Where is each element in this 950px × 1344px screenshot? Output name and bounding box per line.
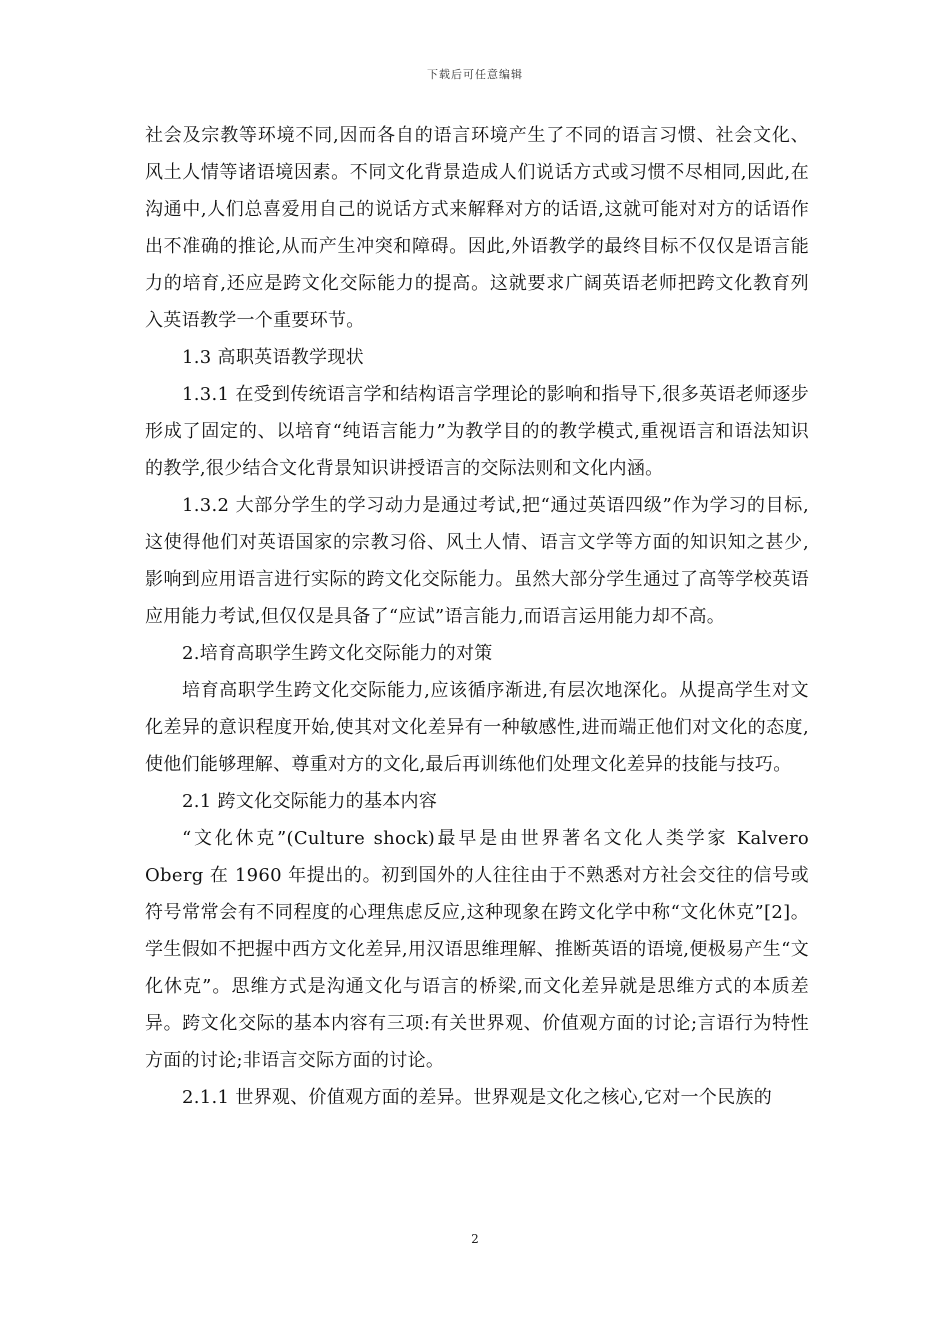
paragraph: 2.1.1 世界观、价值观方面的差异。世界观是文化之核心,它对一个民族的	[182, 1087, 773, 1108]
paragraph: “文化休克”(Culture shock)最早是由世界著名文化人类学家 Kalvero Oberg 在 1960 年提出的。初到国外的人往往由于不熟悉对方社会交往的信号或符号常常会有不同程度的心理焦虑反应,这种现象在跨文化学中称“文化休克”[2]。学生假如不把握中西方文化差异,用汉语思维理解、推断英语的语境,便极易产生“文化休克”。思维方式是沟通文化与语言的桥梁,而文化差异就是思维方式的本质差异。跨文化交际的基本内容有三项:有关世界观、价值观方面的讨论;言语行为特性方面的讨论;非语言交际方面的讨论。	[145, 828, 809, 1071]
section-heading-2: 2.培育高职学生跨文化交际能力的对策	[182, 643, 493, 664]
document-body	[145, 117, 809, 1116]
paragraph: 1.3.2 大部分学生的学习动力是通过考试,把“通过英语四级”作为学习的目标,这使得他们对英语国家的宗教习俗、风土人情、语言文学等方面的知识知之甚少,影响到应用语言进行实际的跨文化交际能力。虽然大部分学生通过了高等学校英语应用能力考试,但仅仅是具备了“应试”语言能力,而语言运用能力却不高。	[145, 495, 809, 627]
paragraph: 社会及宗教等环境不同,因而各自的语言环境产生了不同的语言习惯、社会文化、风土人情等诸语境因素。不同文化背景造成人们说话方式或习惯不尽相同,因此,在沟通中,人们总喜爱用自己的说话方式来解释对方的话语,这就可能对对方的话语作出不准确的推论,从而产生冲突和障碍。因此,外语教学的最终目标不仅仅是语言能力的培育,还应是跨文化交际能力的提高。这就要求广阔英语老师把跨文化教育列入英语教学一个重要环节。	[145, 125, 809, 331]
paragraph: 1.3.1 在受到传统语言学和结构语言学理论的影响和指导下,很多英语老师逐步形成了固定的、以培育“纯语言能力”为教学目的的教学模式,重视语言和语法知识的教学,很少结合文化背景知识讲授语言的交际法则和文化内涵。	[145, 384, 809, 479]
page-header: 下载后可任意编辑	[427, 68, 523, 81]
section-heading-1-3: 1.3 高职英语教学现状	[182, 347, 364, 368]
paragraph: 培育高职学生跨文化交际能力,应该循序渐进,有层次地深化。从提高学生对文化差异的意识程度开始,使其对文化差异有一种敏感性,进而端正他们对文化的态度,使他们能够理解、尊重对方的文化,最后再训练他们处理文化差异的技能与技巧。	[145, 680, 809, 775]
section-heading-2-1: 2.1 跨文化交际能力的基本内容	[182, 791, 438, 812]
page-number: 2	[471, 1232, 479, 1246]
